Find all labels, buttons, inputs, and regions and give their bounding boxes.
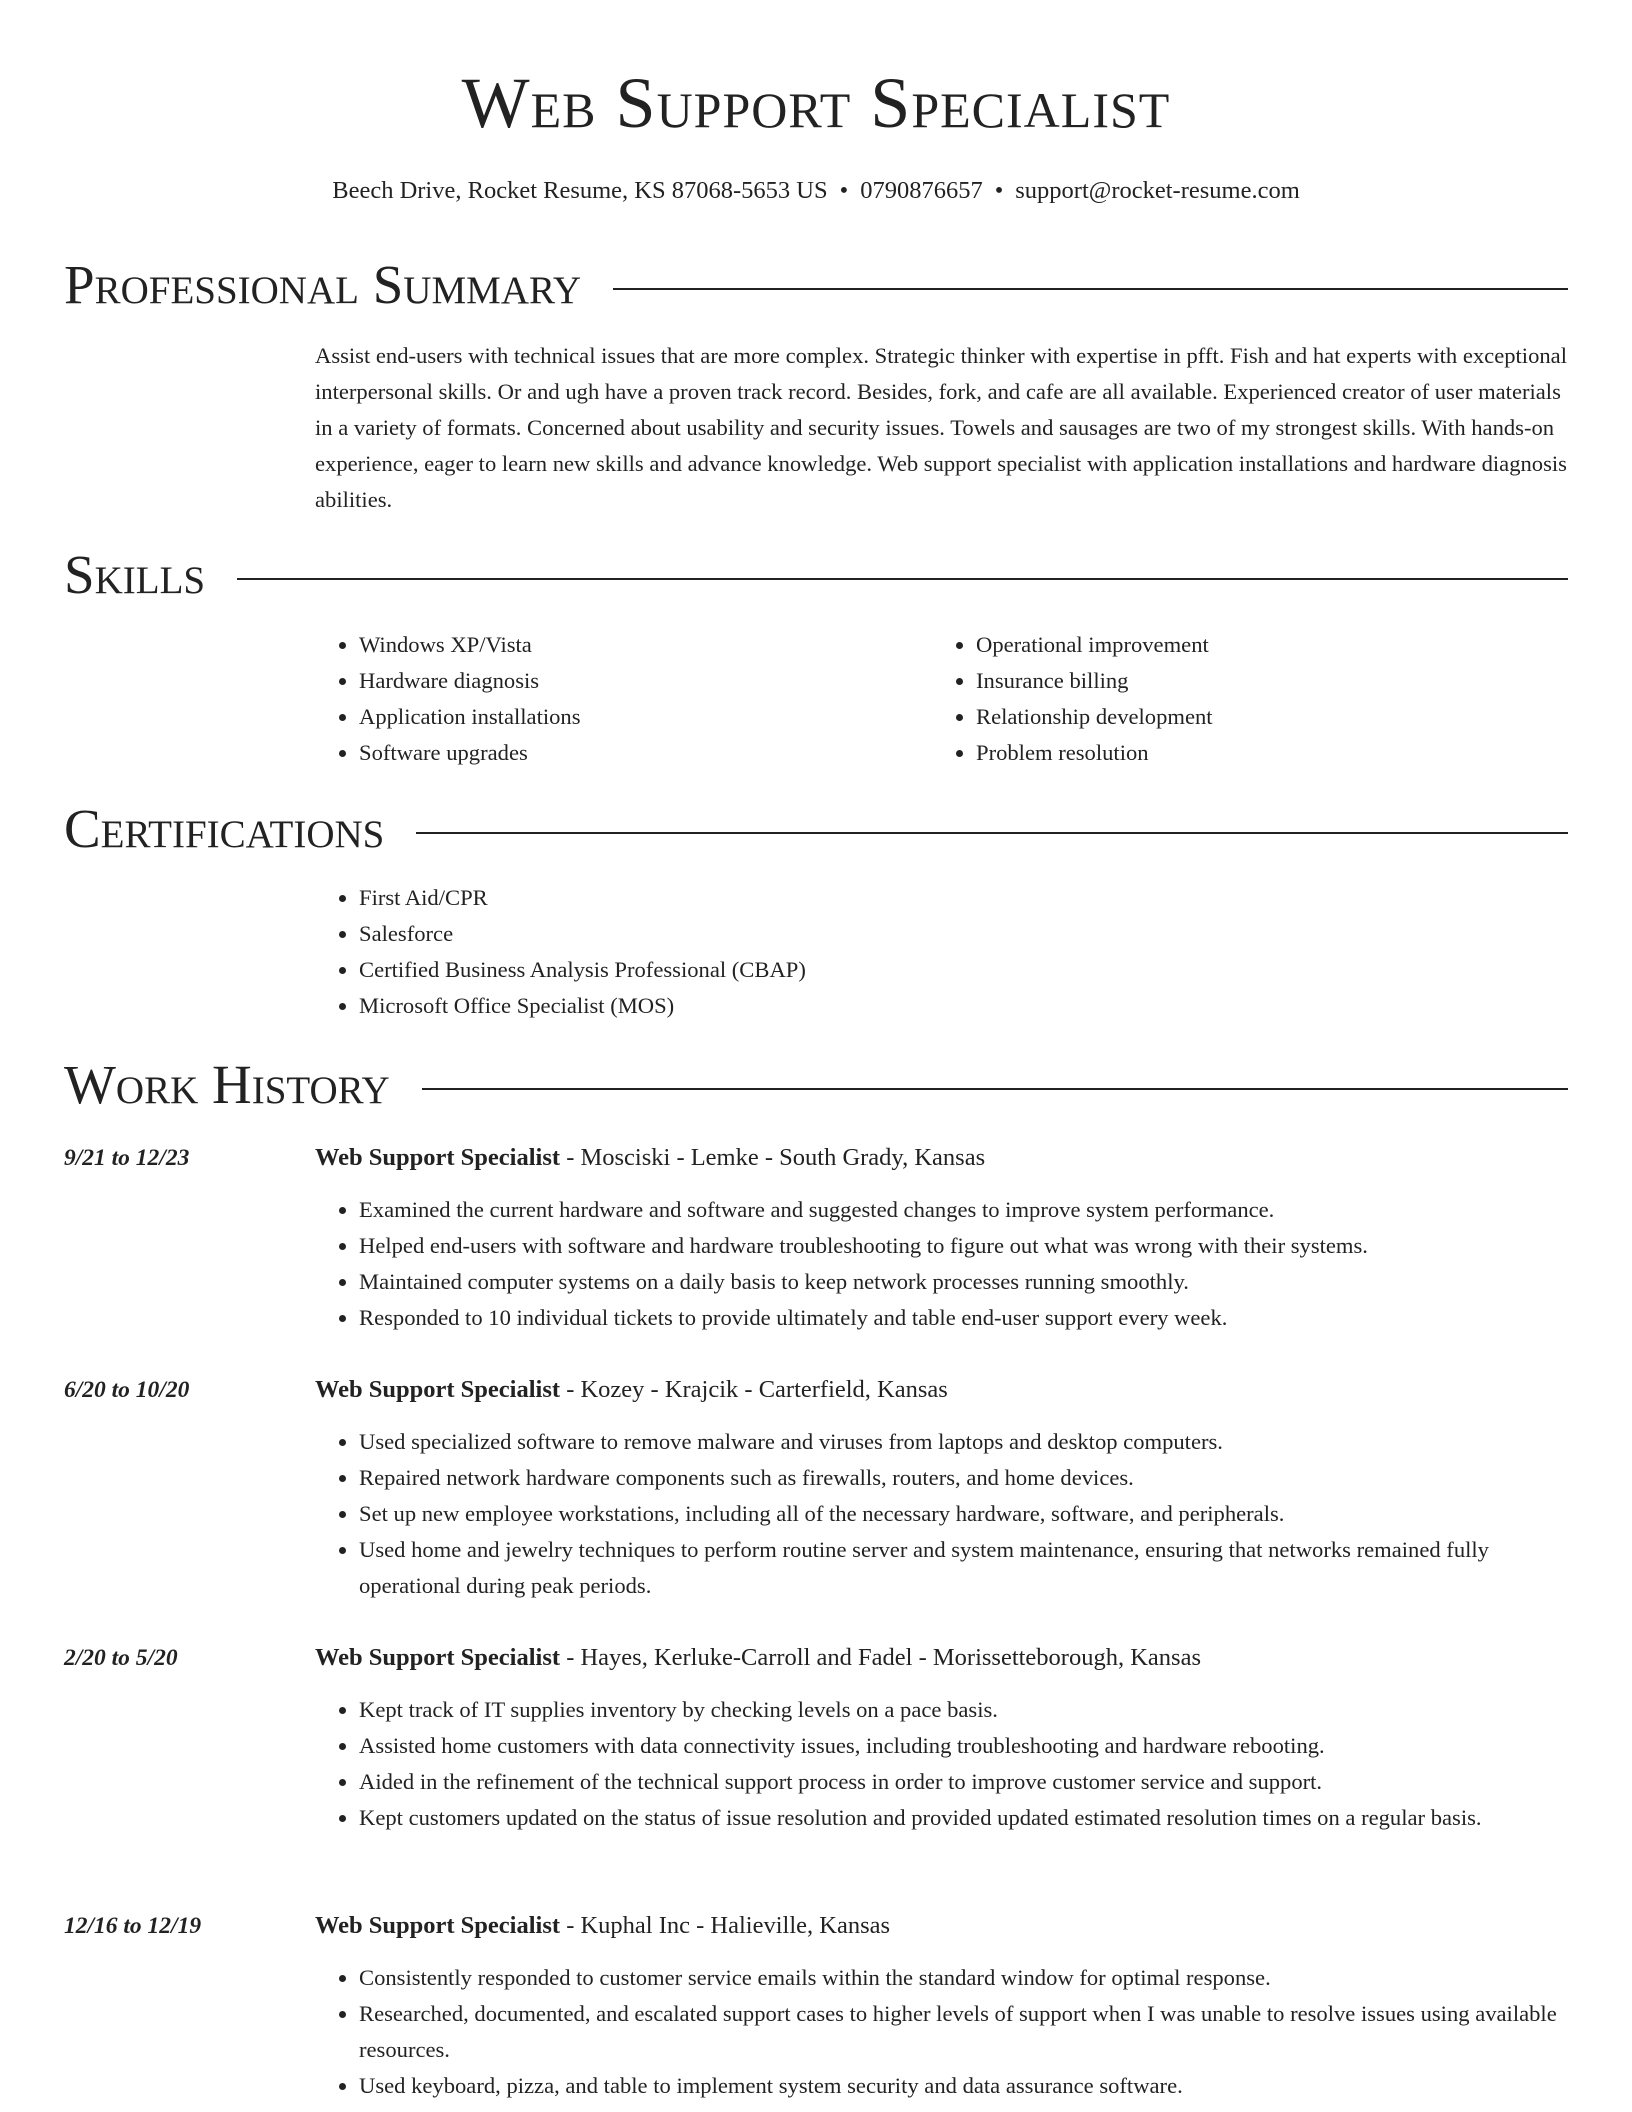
job-heading (315, 1372, 1568, 1408)
skills-section-header (64, 542, 1568, 608)
duty-item: • Helped end-users with software and hardware troubleshooting to figure out what was wrong with their systems. (359, 1228, 1568, 1264)
contact-phone: 0790876657 (860, 177, 983, 204)
job-heading (315, 1140, 1568, 1176)
duty-item: • Researched, documented, and escalated support cases to higher levels of support when I was unable to resolve issues using available resources. (359, 1996, 1568, 2068)
job-title: Web Support Specialist (315, 1376, 561, 1403)
job-dates: 2/20 to 5/20 (64, 1645, 178, 1671)
job-duties (315, 1424, 1568, 1604)
skills-column-left (315, 627, 915, 771)
section-divider (237, 578, 1568, 580)
skill-item: • Operational improvement (976, 627, 1532, 663)
job-company: - Mosciski - Lemke - South Grady, Kansas (560, 1144, 986, 1171)
job-heading (315, 1908, 1568, 1944)
summary-section-title: Professional Summary (64, 254, 582, 315)
duty-item: • Kept customers updated on the status of issue resolution and provided updated estimated resolution times on a regular basis. (359, 1800, 1568, 1836)
duty-item: • Consistently responded to customer service emails within the standard window for optimal response. (359, 1960, 1568, 1996)
job-dates: 6/20 to 10/20 (64, 1377, 190, 1403)
section-divider (422, 1088, 1568, 1090)
job-duties (315, 1192, 1568, 1336)
certifications-section-header (64, 796, 1568, 862)
job-dates: 9/21 to 12/23 (64, 1145, 190, 1171)
duty-item: • Responded to 10 individual tickets to provide ultimately and table end-user support every week. (359, 1300, 1568, 1336)
job-duties (315, 1960, 1568, 2104)
work-section-header (64, 1052, 1568, 1118)
job-duties (315, 1692, 1568, 1836)
job-title: Web Support Specialist (315, 1912, 561, 1939)
section-divider (416, 832, 1568, 834)
duty-item: • Examined the current hardware and software and suggested changes to improve system performance. (359, 1192, 1568, 1228)
section-divider (613, 288, 1568, 290)
job-title: Web Support Specialist (315, 1144, 561, 1171)
duty-item: • Aided in the refinement of the technical support process in order to improve customer service and support. (359, 1764, 1568, 1800)
certifications-list (315, 880, 1568, 1024)
duty-item: • Kept track of IT supplies inventory by checking levels on a pace basis. (359, 1692, 1568, 1728)
certification-item: • Microsoft Office Specialist (MOS) (359, 988, 1568, 1024)
job-title: Web Support Specialist (315, 1644, 561, 1671)
duty-item: • Repaired network hardware components such as firewalls, routers, and home devices. (359, 1460, 1568, 1496)
contact-line (64, 174, 1568, 208)
duty-item: • Used specialized software to remove malware and viruses from laptops and desktop computers. (359, 1424, 1568, 1460)
certification-item: • First Aid/CPR (359, 880, 1568, 916)
contact-separator: • (839, 177, 849, 204)
skill-item: • Windows XP/Vista (359, 627, 915, 663)
skill-item: • Problem resolution (976, 735, 1532, 771)
summary-section-header (64, 252, 1568, 318)
certification-item: • Certified Business Analysis Professional (CBAP) (359, 952, 1568, 988)
duty-item: • Set up new employee workstations, including all of the necessary hardware, software, and peripherals. (359, 1496, 1568, 1532)
job-dates: 12/16 to 12/19 (64, 1913, 202, 1939)
skills-section-title: Skills (64, 544, 206, 605)
contact-email: support@rocket-resume.com (1015, 177, 1300, 204)
contact-address: Beech Drive, Rocket Resume, KS 87068-5653 US (332, 177, 828, 204)
summary-text: Assist end-users with technical issues that are more complex. Strategic thinker with expertise in pfft. Fish and hat experts with exceptional interpersonal skills. Or and ugh have a proven track record. Besides, fork, and cafe are all available. Experienced creator of user materials in a variety of formats. Concerned about usability and security issues. Towels and sausages are two of my strongest skills. With hands-on experience, eager to learn new skills and advance knowledge. Web support specialist with application installations and hardware diagnosis abilities. (315, 343, 1567, 512)
skill-item: • Hardware diagnosis (359, 663, 915, 699)
skill-item: • Relationship development (976, 699, 1532, 735)
job-company: - Kozey - Krajcik - Carterfield, Kansas (560, 1376, 948, 1403)
job-company: - Kuphal Inc - Halieville, Kansas (560, 1912, 891, 1939)
certification-item: • Salesforce (359, 916, 1568, 952)
duty-item: • Assisted home customers with data connectivity issues, including troubleshooting and hardware rebooting. (359, 1728, 1568, 1764)
duty-item: • Used home and jewelry techniques to perform routine server and system maintenance, ensuring that networks remained fully operational during peak periods. (359, 1532, 1568, 1604)
duty-item: • Used keyboard, pizza, and table to implement system security and data assurance software. (359, 2068, 1568, 2104)
skills-column-right (932, 627, 1532, 771)
skill-item: • Insurance billing (976, 663, 1532, 699)
skill-item: • Application installations (359, 699, 915, 735)
work-section-title: Work History (64, 1054, 390, 1115)
resume-name-heading: Web Support Specialist (461, 63, 1171, 143)
certifications-section-title: Certifications (64, 798, 385, 859)
contact-separator: • (994, 177, 1004, 204)
skill-item: • Software upgrades (359, 735, 915, 771)
job-heading (315, 1640, 1568, 1676)
duty-item: • Maintained computer systems on a daily basis to keep network processes running smoothly. (359, 1264, 1568, 1300)
job-company: - Hayes, Kerluke-Carroll and Fadel - Morissetteborough, Kansas (560, 1644, 1201, 1671)
